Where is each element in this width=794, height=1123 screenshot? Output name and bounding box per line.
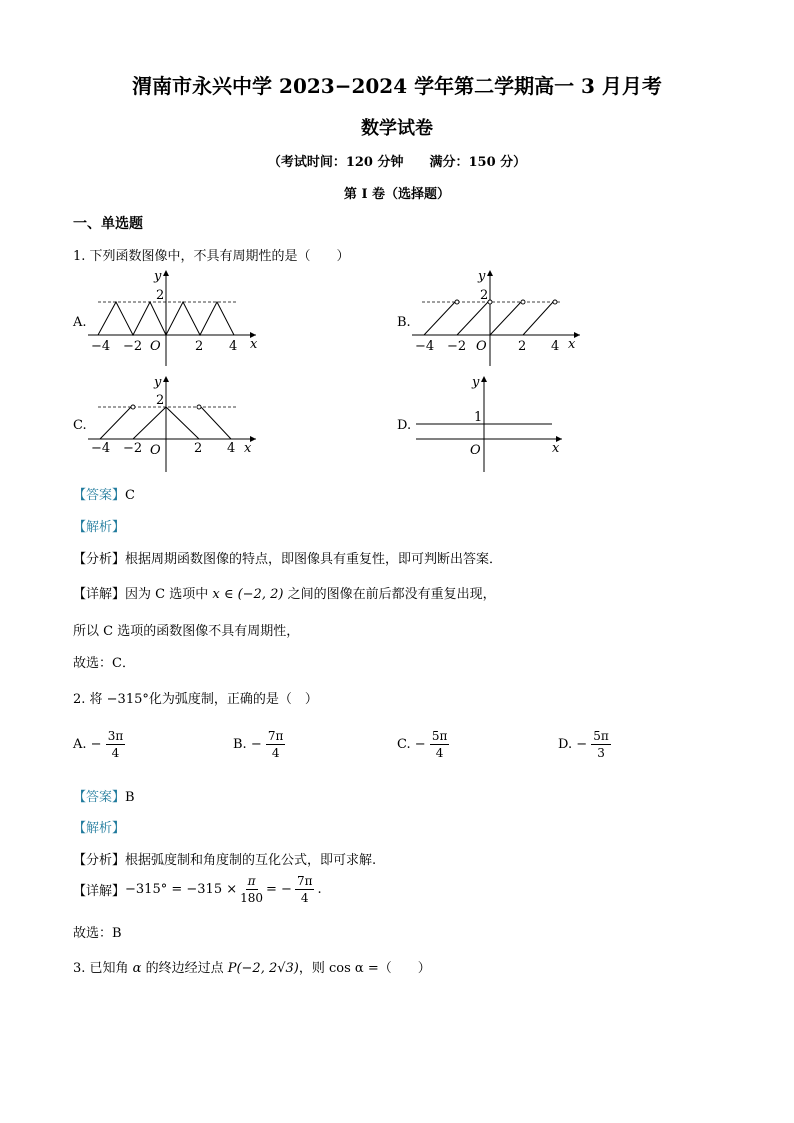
graph-d bbox=[412, 372, 592, 472]
q3-stem-mid: 的终边经过点 bbox=[141, 961, 228, 976]
graph-b bbox=[412, 266, 592, 366]
graph-a-n4: −4 bbox=[91, 339, 111, 354]
q1-detail-math: x ∈ (−2, 2) bbox=[212, 587, 284, 602]
q1-option-c-label: C. bbox=[73, 418, 87, 433]
q2-option-d bbox=[558, 728, 611, 761]
q2-option-c-frac bbox=[430, 728, 450, 761]
q2-option-c-label: C. bbox=[397, 737, 411, 752]
q1-detail-pre: 因为 C 选项中 bbox=[125, 587, 213, 602]
graph-c-x-label: x bbox=[244, 441, 252, 456]
q1-fenxi-line bbox=[73, 548, 502, 567]
q2-detail-den: 180 bbox=[240, 891, 264, 905]
graph-c-origin: O bbox=[150, 443, 161, 458]
q1-choose: 故选：C． bbox=[73, 656, 135, 671]
q2-stem: 2. 将 −315°化为弧度制，正确的是（ ） bbox=[73, 692, 318, 707]
graph-b-n2: −2 bbox=[447, 339, 467, 354]
graph-b-n4: −4 bbox=[415, 339, 435, 354]
document-title: 渭南市永兴中学 2023−2024 学年第二学期高一 3 月月考 bbox=[132, 74, 662, 98]
q2-option-c-num: 5π bbox=[431, 729, 448, 743]
q1-detail-tag: 【详解】 bbox=[73, 587, 126, 602]
q2-detail-lhs: −315° = −315 × bbox=[125, 882, 238, 897]
q1-detail2: 所以 C 选项的函数图像不具有周期性， bbox=[73, 624, 300, 639]
q2-option-c bbox=[397, 728, 449, 761]
q2-option-c-sign: − bbox=[414, 737, 426, 752]
q2-answer-line bbox=[73, 786, 135, 805]
graph-d-x-label: x bbox=[552, 441, 560, 456]
graph-b-y-label: y bbox=[478, 269, 486, 284]
q2-answer: B bbox=[125, 790, 135, 805]
q2-fenxi-line bbox=[73, 849, 376, 868]
graph-a bbox=[88, 266, 268, 366]
q1-option-a-label: A. bbox=[73, 315, 87, 330]
volume-title: 第 I 卷（选择题） bbox=[343, 187, 451, 202]
q2-option-b-frac bbox=[266, 728, 286, 761]
graph-c-n2: −2 bbox=[123, 441, 143, 456]
q1-answer: C bbox=[125, 488, 135, 503]
q2-option-b-sign: − bbox=[250, 737, 262, 752]
graph-c bbox=[88, 372, 268, 472]
q3-alpha: α bbox=[132, 961, 142, 976]
q1-detail-line bbox=[73, 583, 496, 602]
graph-a-n2: −2 bbox=[123, 339, 143, 354]
graph-c-n4: −4 bbox=[91, 441, 111, 456]
graph-b-p2: 2 bbox=[518, 339, 527, 354]
q2-detail-frac bbox=[240, 873, 263, 906]
graph-b-origin: O bbox=[476, 339, 487, 354]
graph-a-p2: 2 bbox=[195, 339, 204, 354]
graph-d-1-label: 1 bbox=[474, 410, 483, 425]
q3-stem bbox=[73, 957, 431, 976]
q1-option-b-label: B. bbox=[397, 315, 411, 330]
graph-d-y-label: y bbox=[472, 375, 480, 390]
q1-stem: 1. 下列函数图像中，不具有周期性的是（ ） bbox=[73, 249, 350, 264]
q2-detail-rfrac bbox=[295, 873, 315, 906]
q1-analysis-tag: 【解析】 bbox=[73, 520, 126, 535]
q3-stem-post: ，则 cos α =（ ） bbox=[298, 961, 431, 976]
exam-info: （考试时间：120 分钟 满分：150 分） bbox=[267, 155, 527, 170]
graph-a-2-label: 2 bbox=[156, 288, 165, 303]
q1-analysis-line bbox=[73, 516, 125, 535]
q2-option-a-num: 3π bbox=[107, 729, 124, 743]
graph-a-x-label: x bbox=[250, 337, 258, 352]
q1-fenxi-tag: 【分析】 bbox=[73, 552, 126, 567]
q2-option-a-sign: − bbox=[90, 737, 102, 752]
q2-detail-eq: = − bbox=[266, 882, 292, 897]
graph-b-p4: 4 bbox=[551, 339, 560, 354]
document-subtitle: 数学试卷 bbox=[361, 118, 433, 139]
graph-b-2-label: 2 bbox=[480, 288, 489, 303]
q2-detail-num: π bbox=[247, 874, 256, 888]
q1-detail-post: 之间的图像在前后都没有重复出现， bbox=[283, 587, 496, 602]
q3-point: P(−2, 2√3) bbox=[227, 961, 299, 976]
q2-option-d-den: 3 bbox=[597, 746, 605, 760]
graph-a-origin: O bbox=[150, 339, 161, 354]
q2-answer-tag: 【答案】 bbox=[73, 790, 126, 805]
q2-option-b-den: 4 bbox=[271, 746, 280, 760]
q3-stem-pre: 3. 已知角 bbox=[73, 961, 133, 976]
q2-option-a bbox=[73, 728, 125, 761]
q2-detail-tag: 【详解】 bbox=[73, 884, 126, 899]
graph-b-x-label: x bbox=[568, 337, 576, 352]
q2-detail-rnum: 7π bbox=[296, 874, 313, 888]
q2-detail-end: . bbox=[317, 882, 322, 897]
graph-a-y-label: y bbox=[154, 269, 162, 284]
q2-analysis-line bbox=[73, 817, 125, 836]
q2-detail-rden: 4 bbox=[300, 891, 309, 905]
q2-option-a-den: 4 bbox=[111, 746, 120, 760]
q2-option-d-num: 5π bbox=[593, 729, 609, 743]
graph-c-y-label: y bbox=[154, 375, 162, 390]
graph-c-p4: 4 bbox=[227, 441, 236, 456]
q1-option-d-label: D. bbox=[397, 418, 412, 433]
graph-a-p4: 4 bbox=[229, 339, 238, 354]
q2-option-a-frac bbox=[106, 728, 126, 761]
graph-d-origin: O bbox=[470, 443, 481, 458]
q2-choose: 故选：B bbox=[73, 926, 122, 941]
q2-option-d-frac bbox=[591, 728, 611, 761]
q2-option-b-num: 7π bbox=[267, 729, 284, 743]
q2-detail-line bbox=[73, 873, 322, 906]
section-title: 一、单选题 bbox=[73, 216, 143, 232]
graph-c-2-label: 2 bbox=[156, 393, 165, 408]
q2-option-c-den: 4 bbox=[435, 746, 444, 760]
q2-fenxi: 根据弧度制和角度制的互化公式，即可求解. bbox=[125, 853, 377, 868]
q2-option-a-label: A. bbox=[73, 737, 87, 752]
q1-answer-tag: 【答案】 bbox=[73, 488, 126, 503]
q2-option-d-sign: − bbox=[576, 737, 588, 752]
q2-option-d-label: D. bbox=[558, 737, 573, 752]
q2-analysis-tag: 【解析】 bbox=[73, 821, 126, 836]
q1-answer-line bbox=[73, 484, 135, 503]
q2-fenxi-tag: 【分析】 bbox=[73, 853, 126, 868]
q2-option-b bbox=[233, 728, 285, 761]
q1-fenxi: 根据周期函数图像的特点，即图像具有重复性，即可判断出答案． bbox=[125, 552, 503, 567]
q2-option-b-label: B. bbox=[233, 737, 247, 752]
graph-c-p2: 2 bbox=[194, 441, 203, 456]
